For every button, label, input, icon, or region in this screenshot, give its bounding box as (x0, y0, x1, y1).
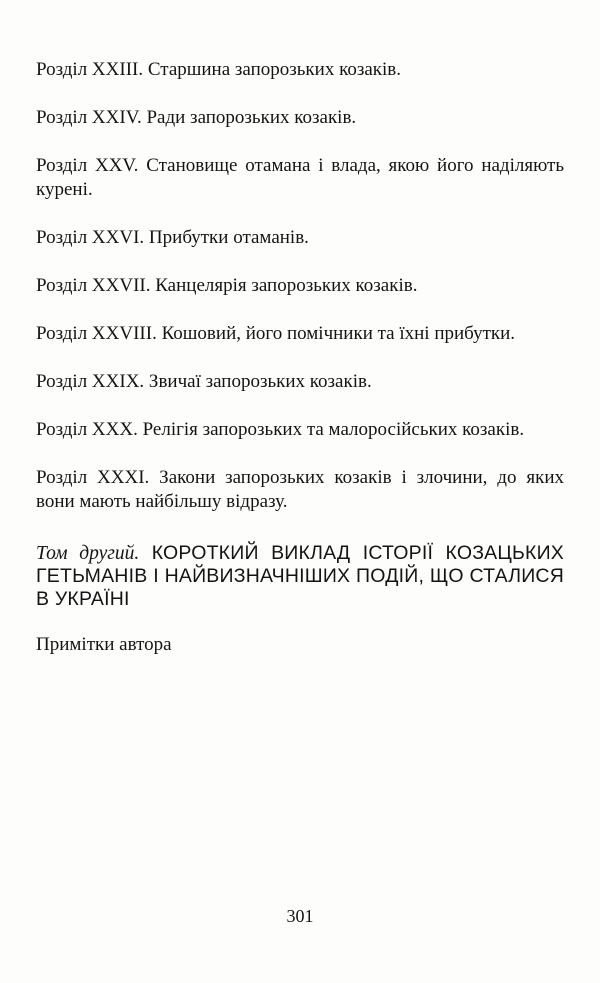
toc-entry-author-notes: Примітки автора (36, 634, 172, 655)
page-number: 301 (286, 906, 314, 926)
toc-entry-chapter-27: Розділ XXVII. Канцелярія запорозьких козаків. (36, 275, 418, 296)
toc-entry-chapter-25: Розділ XXV. Становище отамана і влада, якою його наділяють курені. (36, 155, 564, 200)
toc-entry-chapter-28: Розділ XXVIII. Кошовий, його помічники та їхні прибутки. (36, 323, 516, 344)
toc-entry-chapter-24: Розділ XXIV. Ради запорозьких козаків. (36, 107, 357, 128)
toc-entry-chapter-23: Розділ XXIII. Старшина запорозьких козаків. (36, 59, 402, 80)
toc-entry-chapter-31: Розділ XXXI. Закони запорозьких козаків і злочини, до яких вони мають найбільшу відразу. (36, 467, 564, 512)
volume-title: КОРОТКИЙ ВИКЛАД ІСТОРІЇ КОЗАЦЬКИХ ГЕТЬМАНІВ І НАЙВИЗНАЧНІШИХ ПОДІЙ, ЩО СТАЛИСЯ В УКРАЇНІ (36, 542, 564, 610)
toc-entry-chapter-26: Розділ XXVI. Прибутки отаманів. (36, 227, 309, 248)
volume-label: Том другий. (36, 543, 140, 564)
toc-entry-chapter-29: Розділ XXIX. Звичаї запорозьких козаків. (36, 371, 372, 392)
toc-entry-chapter-30: Розділ XXX. Релігія запорозьких та малоросійських козаків. (36, 419, 525, 440)
table-of-contents (36, 58, 564, 676)
toc-entry-volume-two (36, 542, 564, 611)
